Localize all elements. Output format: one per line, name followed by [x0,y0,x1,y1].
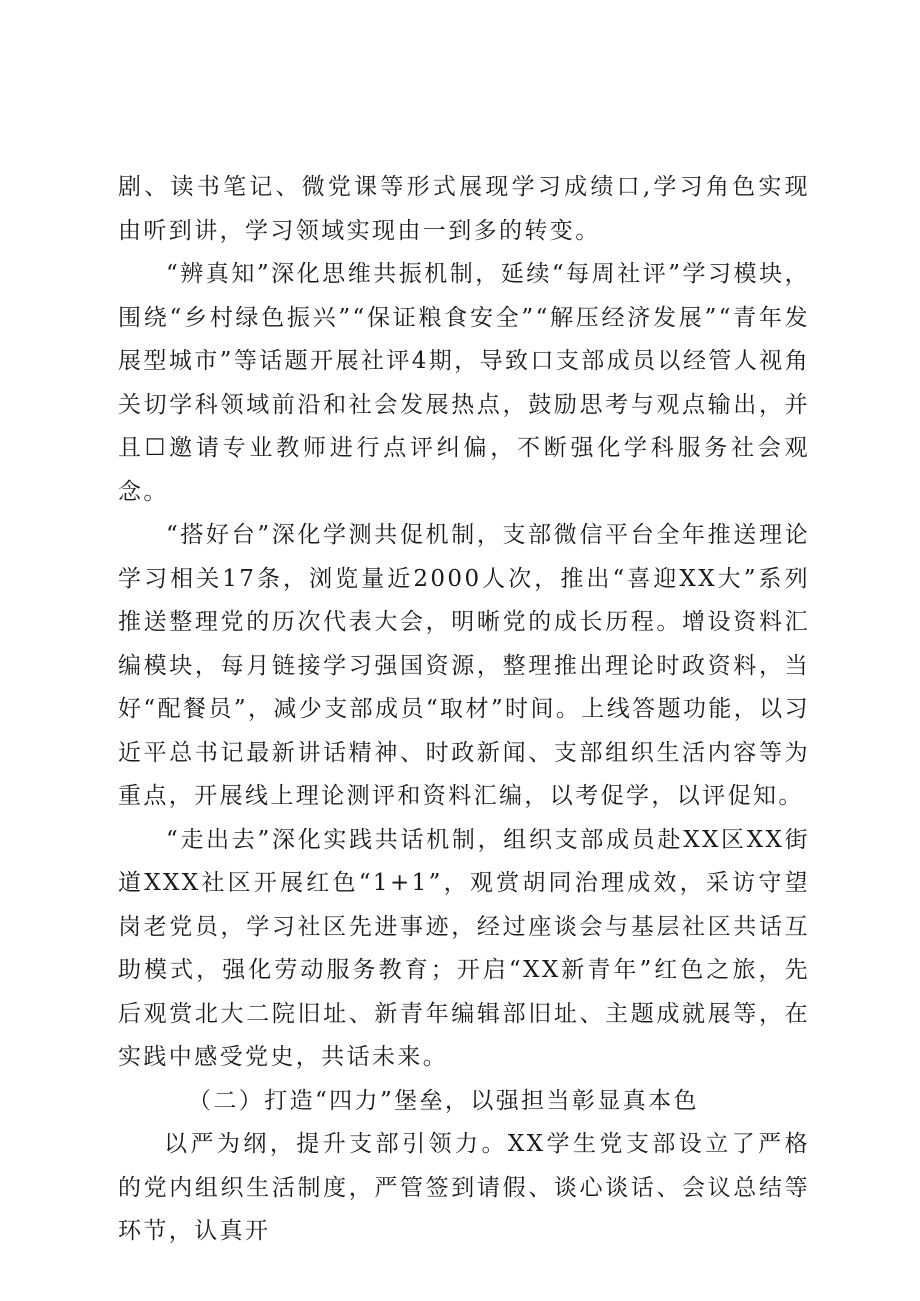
document-body [118,166,810,1254]
paragraph-continuation: 剧、读书笔记、微党课等形式展现学习成绩口,学习角色实现由听到讲，学习领域实现由一到多的转变。 [118,174,810,244]
paragraph-yiyanweigang: 以严为纲，提升支部引领力。XX学生党支部设立了严格的党内组织生活制度，严管签到请假、谈心谈话、会议总结等环节，认真开 [118,1131,810,1244]
section-heading: （二）打造“四力”堡垒，以强担当彰显真本色 [188,1087,699,1114]
paragraph-zouchuqu: “走出去”深化实践共话机制，组织支部成员赴XX区XX街道XXX社区开展红色“1+1”，观赏胡同治理成效，采访守望岗老党员，学习社区先进事迹，经过座谈会与基层社区共话互助模式，强化劳动服务教育；开启“XX新青年”红色之旅，先后观赏北大二院旧址、新青年编辑部旧址、主题成就展等，在实践中感受党史，共话未来。 [118,826,811,1070]
paragraph-dahaotai: “搭好台”深化学测共促机制，支部微信平台全年推送理论学习相关17条，浏览量近2000人次，推出“喜迎XX大”系列推送整理党的历次代表大会，明晰党的成长历程。增设资料汇编模块，每月链接学习强国资源，整理推出理论时政资料，当好“配餐员”，减少支部成员“取材”时间。上线答题功能，以习近平总书记最新讲话精神、时政新闻、支部组织生活内容等为重点，开展线上理论测评和资料汇编，以考促学，以评促知。 [118,522,810,809]
paragraph-bianzhenzhi: “辨真知”深化思维共振机制，延续“每周社评”学习模块，围绕“乡村绿色振兴”“保证粮食安全”“解压经济发展”“青年发展型城市”等话题开展社评4期，导致口支部成员以经管人视角关切学科领域前沿和社会发展热点，鼓励思考与观点输出，并且☐邀请专业教师进行点评纠偏，不断强化学科服务社会观念。 [118,261,810,505]
